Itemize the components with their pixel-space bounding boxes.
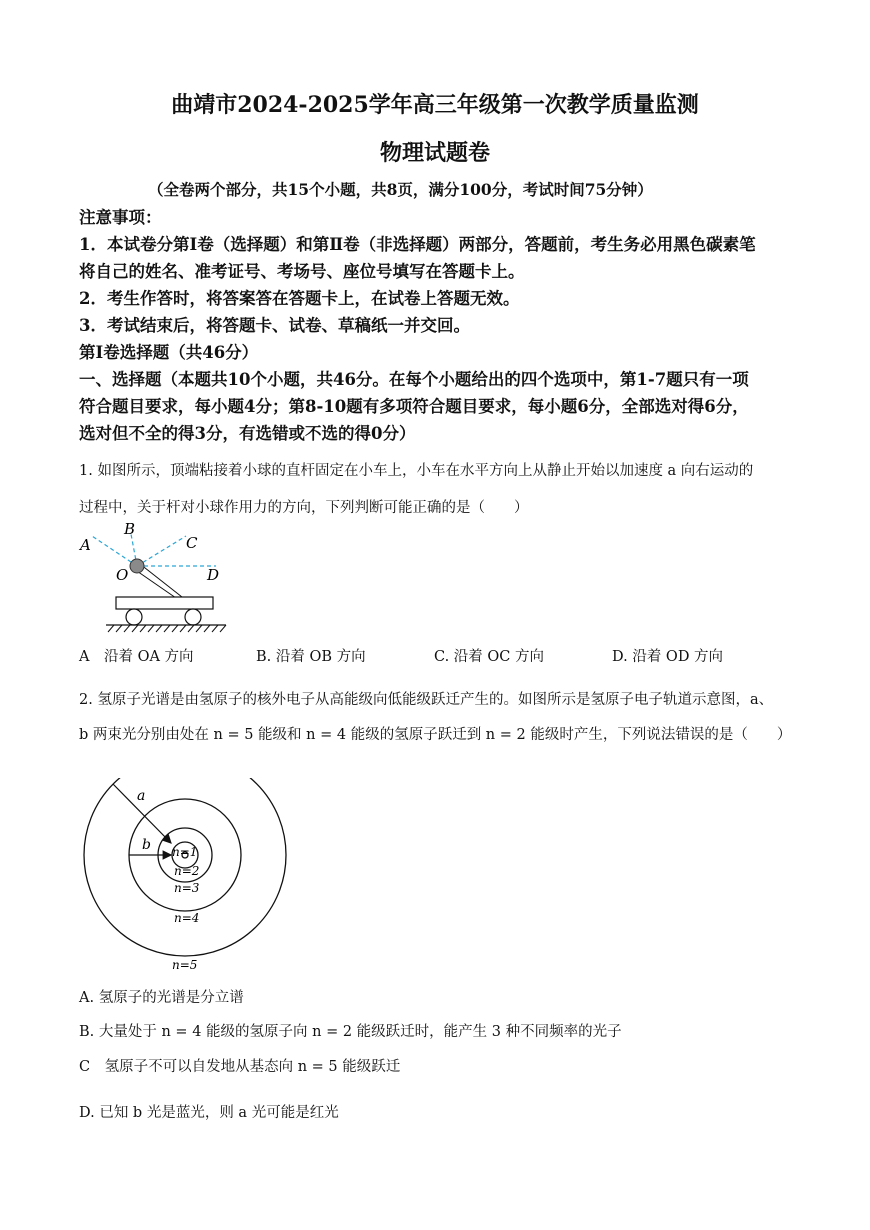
question-1-line-2: 过程中，关于杆对小球作用力的方向，下列判断可能正确的是（ ） bbox=[79, 500, 529, 516]
exam-subtitle: 物理试题卷 bbox=[379, 140, 490, 166]
label-o: O bbox=[116, 566, 129, 584]
ball bbox=[130, 559, 144, 573]
question-1-line-1: 1. 如图所示，顶端粘接着小球的直杆固定在小车上，小车在水平方向上从静止开始以加速度 a 向右运动的 bbox=[79, 463, 754, 479]
exam-title: 曲靖市2024-2025学年高三年级第一次教学质量监测 bbox=[171, 92, 699, 118]
label-n1: n=1 bbox=[172, 845, 198, 859]
q1-option-a: A 沿着 OA 方向 bbox=[79, 649, 194, 665]
q1-option-d: D. 沿着 OD 方向 bbox=[612, 649, 724, 665]
cart-rod-figure bbox=[76, 518, 236, 636]
q2-option-c: C 氢原子不可以自发地从基态向 n = 5 能级跃迁 bbox=[79, 1059, 401, 1075]
section-instructions-line-2: 符合题目要求，每小题4分；第8-10题有多项符合题目要求，每小题6分，全部选对得6分， bbox=[79, 397, 749, 416]
section-instructions-line-1: 一、选择题（本题共10个小题，共46分。在每个小题给出的四个选项中，第1-7题只有一项 bbox=[79, 370, 749, 389]
label-n3: n=3 bbox=[174, 881, 200, 895]
label-transition-a: a bbox=[137, 788, 146, 804]
exam-info: （全卷两个部分，共15个小题，共8页，满分100分，考试时间75分钟） bbox=[148, 180, 653, 199]
notice-item-1-line-2: 将自己的姓名、准考证号、考场号、座位号填写在答题卡上。 bbox=[79, 262, 525, 281]
ground-hatching bbox=[108, 625, 226, 632]
direction-line-oc bbox=[137, 536, 186, 566]
label-a: A bbox=[80, 536, 91, 554]
q2-option-d: D. 已知 b 光是蓝光，则 a 光可能是红光 bbox=[79, 1105, 339, 1121]
label-transition-b: b bbox=[142, 837, 151, 853]
cart-wheel-right bbox=[185, 609, 201, 625]
label-c: C bbox=[186, 534, 198, 552]
notice-heading: 注意事项： bbox=[79, 208, 162, 227]
rod bbox=[134, 569, 176, 598]
cart-wheel-left bbox=[126, 609, 142, 625]
notice-item-1-line-1: 1．本试卷分第Ⅰ卷（选择题）和第Ⅱ卷（非选择题）两部分，答题前，考生务必用黑色碳素笔 bbox=[79, 235, 756, 254]
direction-line-oa bbox=[92, 536, 137, 566]
section-heading: 第Ⅰ卷选择题（共46分） bbox=[79, 343, 259, 362]
cart-body bbox=[116, 597, 213, 609]
label-n4: n=4 bbox=[174, 911, 200, 925]
label-n2: n=2 bbox=[174, 864, 200, 878]
label-n5: n=5 bbox=[172, 958, 198, 972]
question-2-line-2: b 两束光分别由处在 n = 5 能级和 n = 4 能级的氢原子跃迁到 n = 2 能级时产生，下列说法错误的是（ ） bbox=[79, 727, 792, 743]
notice-item-3: 3．考试结束后，将答题卡、试卷、草稿纸一并交回。 bbox=[79, 316, 470, 335]
q1-option-c: C. 沿着 OC 方向 bbox=[434, 649, 544, 665]
label-d: D bbox=[207, 566, 220, 584]
hydrogen-orbit-figure bbox=[78, 778, 288, 978]
label-b: B bbox=[124, 520, 136, 538]
question-2-line-1: 2. 氢原子光谱是由氢原子的核外电子从高能级向低能级跃迁产生的。如图所示是氢原子电子轨道示意图，a、 bbox=[79, 692, 774, 708]
notice-item-2: 2．考生作答时，将答案答在答题卡上，在试卷上答题无效。 bbox=[79, 289, 520, 308]
q2-option-a: A. 氢原子的光谱是分立谱 bbox=[79, 990, 244, 1006]
q2-option-b: B. 大量处于 n = 4 能级的氢原子向 n = 2 能级跃迁时，能产生 3 种不同频率的光子 bbox=[79, 1024, 622, 1040]
q1-option-b: B. 沿着 OB 方向 bbox=[256, 649, 366, 665]
section-instructions-line-3: 选对但不全的得3分，有选错或不选的得0分） bbox=[79, 424, 416, 443]
